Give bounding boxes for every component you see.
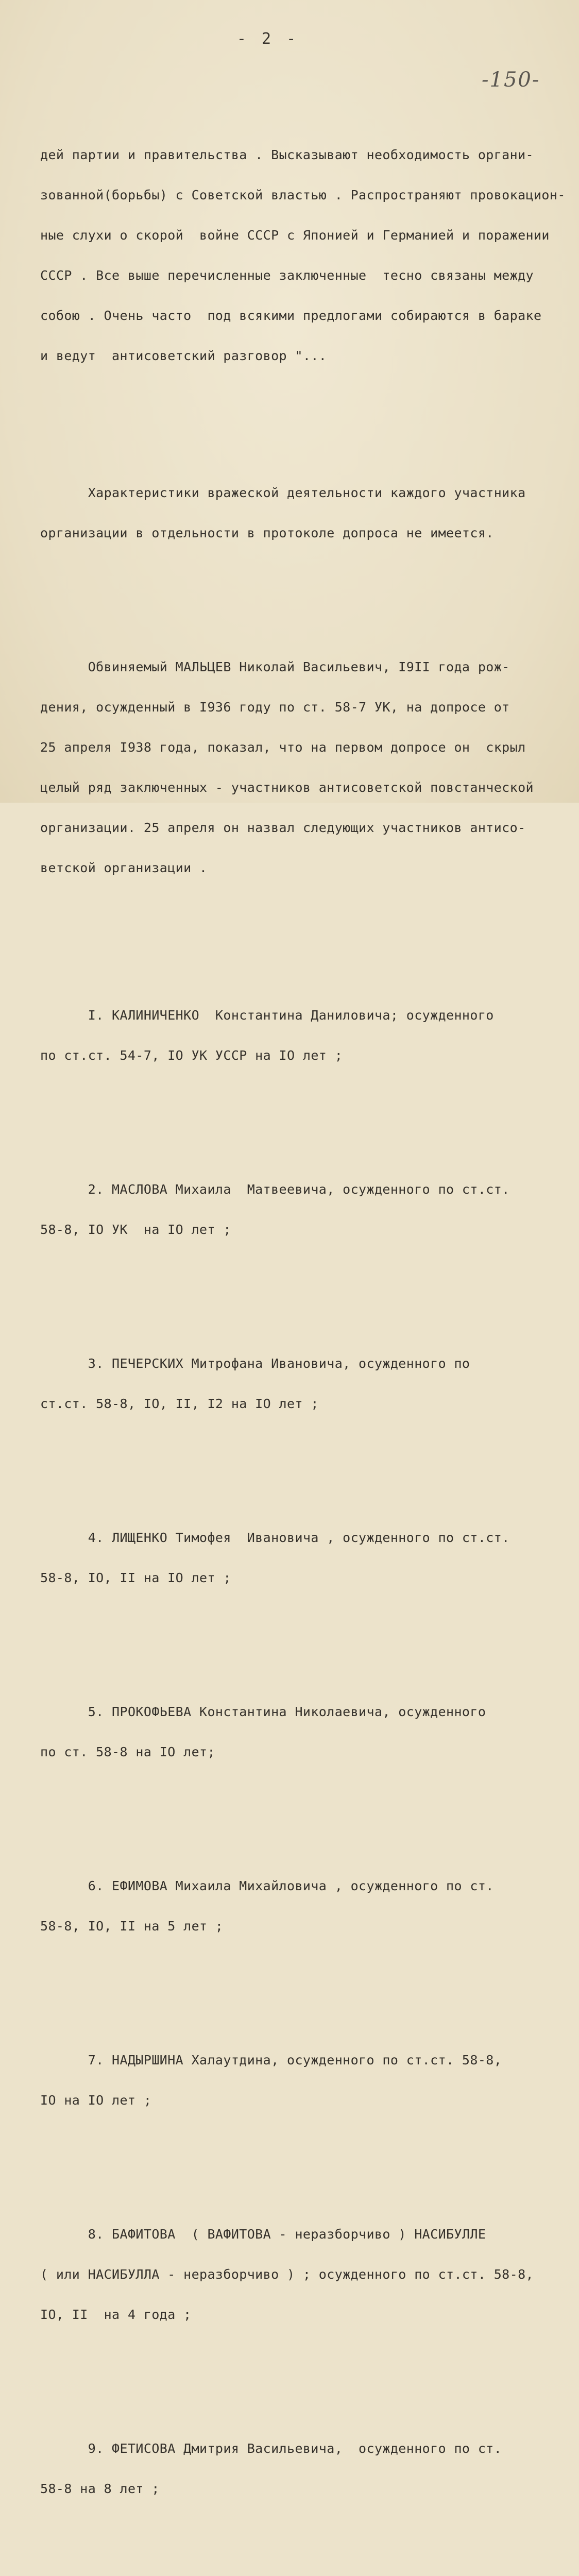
text-line: 2. МАСЛОВА Михаила Матвеевича, осужденного по ст.ст. — [40, 1182, 510, 1197]
list-item — [40, 1156, 568, 1263]
page-number: - 2 - — [236, 30, 299, 48]
document-body — [40, 95, 568, 2576]
list-item — [40, 2027, 568, 2134]
text-line: зованной(борьбы) с Советской властью . Распространяют провокацион- — [40, 188, 566, 202]
list-item — [40, 1679, 568, 1786]
list-item — [40, 982, 568, 1089]
text-line: ные слухи о скорой войне СССР с Японией и Германией и поражении — [40, 228, 550, 243]
text-line: дения, осужденный в I936 году по ст. 58-7 УК, на допросе от — [40, 700, 510, 715]
text-line: 5. ПРОКОФЬЕВА Константина Николаевича, осужденного — [40, 1704, 486, 1719]
list-item — [40, 1330, 568, 1437]
text-line: 58-8, IO, II на IO лет ; — [40, 1570, 231, 1585]
text-line: IO на IO лет ; — [40, 2093, 152, 2108]
text-line: по ст. 58-8 на IO лет; — [40, 1744, 215, 1759]
text-line: IO, II на 4 года ; — [40, 2307, 192, 2322]
text-line: по ст.ст. 54-7, IO УК УССР на IO лет ; — [40, 1048, 343, 1063]
text-line: 58-8 на 8 лет ; — [40, 2481, 160, 2496]
text-line: дей партии и правительства . Высказывают необходимость органи- — [40, 147, 534, 162]
text-line: целый ряд заключенных - участников антисоветской повстанческой — [40, 780, 534, 795]
text-line: 58-8, IO, II на 5 лет ; — [40, 1919, 224, 1934]
text-line: 7. НАДЫРШИНА Халаутдина, осужденного по ст.ст. 58-8, — [40, 2053, 502, 2067]
accused-paragraph — [40, 634, 568, 902]
text-line: 25 апреля I938 года, показал, что на первом допросе он скрыл — [40, 740, 526, 755]
text-line: собою . Очень часто под всякими предлогами собираются в бараке — [40, 308, 542, 323]
characteristics-paragraph — [40, 460, 568, 567]
text-line: I. КАЛИНИЧЕНКО Константина Даниловича; осужденного — [40, 1008, 494, 1023]
list-item — [40, 1504, 568, 1612]
archive-page-number: -150- — [482, 68, 540, 92]
list-item — [40, 1853, 568, 1960]
text-line: ветской организации . — [40, 860, 208, 875]
text-line: Обвиняемый МАЛЬЦЕВ Николай Васильевич, I9II года рож- — [40, 659, 510, 674]
text-line: 8. БАФИТОВА ( ВАФИТОВА - неразборчиво ) НАСИБУЛЛЕ — [40, 2227, 486, 2242]
text-line: 9. ФЕТИСОВА Дмитрия Васильевича, осужденного по ст. — [40, 2441, 502, 2456]
text-line: 3. ПЕЧЕРСКИХ Митрофана Ивановича, осужденного по — [40, 1356, 470, 1371]
text-line: Характеристики вражеской деятельности каждого участника — [40, 485, 526, 500]
list-item — [40, 2201, 568, 2348]
text-line: организации в отдельности в протоколе допроса не имеется. — [40, 526, 494, 540]
text-line: 4. ЛИЩЕНКО Тимофея Ивановича , осужденного по ст.ст. — [40, 1530, 510, 1545]
text-line: организации. 25 апреля он назвал следующих участников антисо- — [40, 820, 526, 835]
text-line: ( или НАСИБУЛЛА - неразборчиво ) ; осужденного по ст.ст. 58-8, — [40, 2267, 534, 2282]
text-line: 6. ЕФИМОВА Михаила Михайловича , осужденного по ст. — [40, 1878, 494, 1893]
text-line: ст.ст. 58-8, IO, II, I2 на IO лет ; — [40, 1396, 319, 1411]
list-item — [40, 2415, 568, 2522]
text-line: СССР . Все выше перечисленные заключенные тесно связаны между — [40, 268, 534, 283]
text-line: и ведут антисоветский разговор "... — [40, 348, 327, 363]
intro-paragraph — [40, 122, 568, 389]
text-line: 58-8, IO УК на IO лет ; — [40, 1222, 231, 1237]
